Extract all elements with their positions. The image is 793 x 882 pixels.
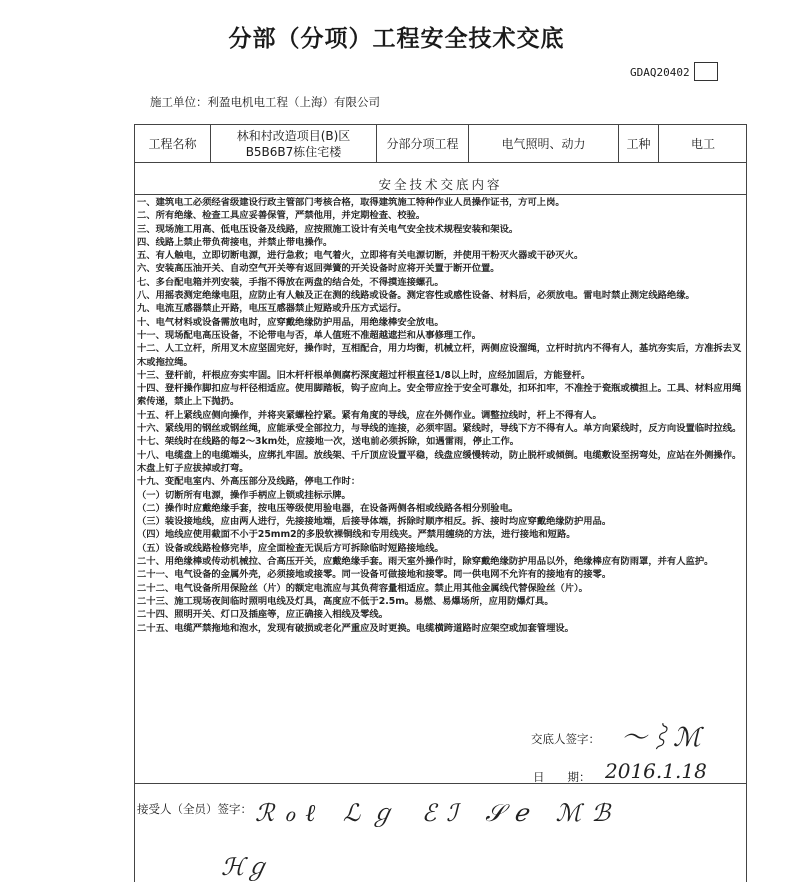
receiver-label: 接受人（全员）签字：	[137, 802, 252, 816]
safety-item: 五、有人触电，立即切断电源，进行急救；电气着火，立即将有关电源切断，并使用干粉灭火器或干砂灭火。	[137, 250, 584, 262]
safety-item: 十、电气材料或设备需放电时，应穿戴绝缘防护用品，用绝缘棒安全放电。	[137, 316, 444, 328]
safety-item: 二十三、施工现场夜间临时照明电线及灯具，高度应不低于2.5m。易燃、易爆场所，应用防爆灯具。	[137, 595, 554, 607]
trade-label: 工种	[619, 125, 659, 162]
form-code: GDAQ20402	[630, 66, 690, 79]
safety-item: 二十四、照明开关、灯口及插座等，应正确接入相线及零线。	[137, 609, 389, 621]
safety-item: 十七、架线时在线路的每2～3km处，应接地一次，送电前必须拆除，如遇雷雨，停止工作。	[137, 436, 520, 448]
signature-divider	[135, 783, 746, 784]
safety-item: 七、多台配电箱并列安装，手指不得放在两盘的结合处，不得摸连接螺孔。	[137, 276, 444, 288]
safety-items-list	[137, 196, 745, 635]
receiver-signature-2: ℋℊ	[221, 853, 269, 881]
safety-item: 十三、登杆前，杆根应夯实牢固。旧木杆杆根单侧腐朽深度超过杆根直径1/8以上时，应经加固后，方能登杆。	[137, 369, 591, 381]
safety-item: 十四、登杆操作脚扣应与杆径相适应。使用脚踏板，钩子应向上。安全带应拴于安全可靠处，扣环扣牢，不准拴于瓷瓶或横担上。工具、材料应用绳索传递，禁止上下抛扔。	[137, 383, 742, 408]
safety-item: （五）设备或线路检修完毕，应全面检查无误后方可拆除临时短路接地线。	[137, 542, 444, 554]
safety-item: （一）切断所有电源，操作手柄应上锁或挂标示牌。	[137, 489, 351, 501]
safety-item: 九、电流互感器禁止开路，电压互感器禁止短路或升压方式运行。	[137, 303, 407, 315]
section-divider	[135, 194, 746, 195]
safety-item: 三、现场施工用高、低电压设备及线路，应按照施工设计有关电气安全技术规程安装和架设。	[137, 223, 519, 235]
disclosure-sheet	[134, 124, 747, 882]
safety-item: （四）地线应使用截面不小于25mm2的多股软裸铜线和专用线夹。严禁用缠绕的方法，进行接地和短路。	[137, 529, 576, 541]
safety-item: 二十一、电气设备的金属外壳，必须接地或接零。同一设备可做接地和接零。同一供电网不允许有的接地有的接零。	[137, 569, 612, 581]
safety-item: 二十、用绝缘棒或传动机械拉、合高压开关，应戴绝缘手套。雨天室外操作时，除穿戴绝缘防护用品以外，绝缘棒应有防雨罩，并有人监护。	[137, 556, 714, 568]
safety-item: （三）装设接地线，应由两人进行，先接接地端，后接导体端，拆除时顺序相反。拆、接时均应穿戴绝缘防护用品。	[137, 516, 612, 528]
section-title: 安全技术交底内容	[378, 177, 503, 192]
safety-item: 二十二、电气设备所用保险丝（片）的额定电流应与其负荷容量相适应。禁止用其他金属线代替保险丝（片）。	[137, 582, 588, 594]
safety-item: 二、所有绝缘、检查工具应妥善保管，严禁他用，并定期检查、校验。	[137, 210, 426, 222]
safety-item: 十五、杆上紧线应侧向操作，并将夹紧螺栓拧紧。紧有角度的导线，应在外侧作业。调整拉线时，杆上不得有人。	[137, 409, 602, 421]
safety-item: 十六、紧线用的钢丝或钢丝绳，应能承受全部拉力，与导线的连接，必须牢固。紧线时，导线下方不得有人。单方向紧线时，反方向设置临时拉线。	[137, 423, 742, 435]
header-divider	[135, 162, 746, 163]
date-value: 2016.1.18	[605, 759, 707, 783]
safety-item: 四、线路上禁止带负荷接电，并禁止带电操作。	[137, 236, 333, 248]
safety-item: 十八、电缆盘上的电缆端头，应绑扎牢固。放线架、千斤顶应设置平稳，线盘应缓慢转动，防止脱杆或倾倒。电缆敷设至拐弯处，应站在外侧操作。木盘上钉子应拔掉或打弯。	[137, 449, 742, 474]
safety-item: （二）操作时应戴绝缘手套，按电压等级使用验电器，在设备两侧各相或线路各相分别验电。	[137, 502, 519, 514]
sub-project-value: 电气照明、动力	[469, 125, 619, 162]
project-name-value: 林和村改造项目(B)区 B5B6B7栋住宅楼	[211, 125, 377, 162]
issuer-signature: 〜⌇ℳ	[621, 723, 701, 753]
safety-item: 八、用摇表测定绝缘电阻，应防止有人触及正在测的线路或设备。测定容性或感性设备、材料后，必须放电。雷电时禁止测定线路绝缘。	[137, 290, 695, 302]
issuer-label: 交底人签字：	[531, 732, 600, 746]
form-code-box	[694, 62, 718, 81]
document-title: 分部（分项）工程安全技术交底	[228, 26, 565, 52]
sub-project-label: 分部分项工程	[377, 125, 469, 162]
safety-item: 六、安装高压油开关、自动空气开关等有返回弹簧的开关设备时应将开关置于断开位置。	[137, 263, 500, 275]
safety-item: 一、建筑电工必须经省级建设行政主管部门考核合格，取得建筑施工特种作业人员操作证书，方可上岗。	[137, 197, 565, 208]
receiver-signatures: ℛℴℓ ℒℊ ℰℐ 𝒮ℯ ℳℬ	[255, 799, 621, 827]
date-label: 日 期：	[533, 770, 591, 784]
trade-value: 电工	[690, 136, 715, 151]
safety-item: 十二、人工立杆，所用叉木应坚固完好，操作时，互相配合，用力均衡，机械立杆，两侧应设溜绳，立杆时抗内不得有人，基坑夯实后，方准拆去叉木或拖拉绳。	[137, 343, 742, 368]
project-name-label: 工程名称	[135, 125, 211, 162]
safety-item: 二十五、电缆严禁拖地和泡水，发现有破损或老化严重应及时更换。电缆横跨道路时应架空或加套管埋设。	[137, 622, 574, 634]
construction-unit: 施工单位：利盈电机电工程（上海）有限公司	[150, 95, 380, 109]
safety-item: 十九、变配电室内、外高压部分及线路，停电工作时：	[137, 476, 361, 488]
safety-item: 十一、现场配电高压设备，不论带电与否，单人值班不准超越遮拦和从事修理工作。	[137, 329, 481, 341]
